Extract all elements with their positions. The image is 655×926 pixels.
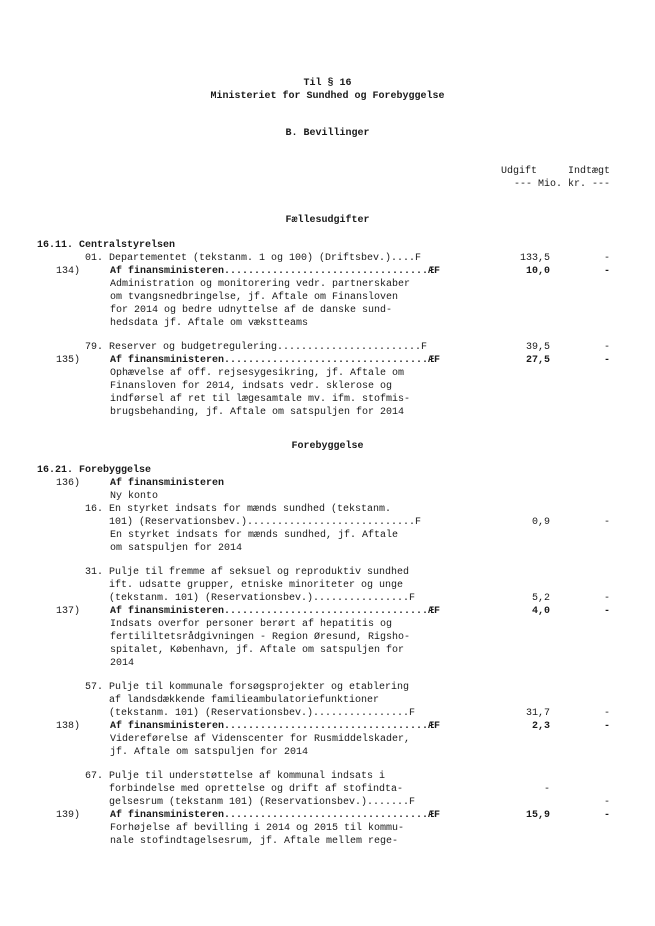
line-item-bold: Af finansministeren..................................ÆF bbox=[110, 606, 441, 617]
line-item: (tekstanm. 101) (Reservationsbev.)................F bbox=[85, 593, 416, 604]
amount-indtaegt: - bbox=[603, 266, 610, 277]
description-line: brugsbehanding, jf. Aftale om satspuljen for 2014 bbox=[110, 407, 405, 418]
section-heading: Forebyggelse bbox=[291, 441, 364, 452]
line-item: gelsesrum (tekstanm 101) (Reservationsbev.).......F bbox=[85, 797, 416, 808]
note-number: 137) bbox=[55, 606, 80, 617]
amount-udgift: 0,9 bbox=[531, 517, 550, 528]
amount-indtaegt: - bbox=[603, 797, 610, 808]
description-line: fertililtetsrådgivningen - Region Øresund, Rigsho- bbox=[110, 632, 411, 643]
description-line: Indsats overfor personer berørt af hepatitis og bbox=[110, 619, 393, 630]
line-item-bold: Af finansministeren..................................ÆF bbox=[110, 721, 441, 732]
line-item: (tekstanm. 101) (Reservationsbev.)................F bbox=[85, 708, 416, 719]
line-item: 57. Pulje til kommunale forsøgsprojekter og etablering bbox=[85, 682, 410, 693]
amount-udgift: 10,0 bbox=[525, 266, 550, 277]
note-number: 139) bbox=[55, 810, 80, 821]
line-item-bold: Af finansministeren..................................ÆF bbox=[110, 355, 441, 366]
line-item: 79. Reserver og budgetregulering........................F bbox=[85, 342, 428, 353]
account-heading: 16.11. Centralstyrelsen bbox=[37, 240, 176, 251]
note-number: 135) bbox=[55, 355, 80, 366]
amount-udgift: 15,9 bbox=[525, 810, 550, 821]
description-line: hedsdata jf. Aftale om vækstteams bbox=[110, 318, 309, 329]
note-number: 136) bbox=[55, 478, 80, 489]
description-line: om tvangsnedbringelse, jf. Aftale om Finansloven bbox=[110, 292, 399, 303]
amount-indtaegt: - bbox=[603, 810, 610, 821]
amount-udgift: 27,5 bbox=[525, 355, 550, 366]
amount-udgift: 39,5 bbox=[525, 342, 550, 353]
subtitle: B. Bevillinger bbox=[285, 128, 370, 139]
description-line: En styrket indsats for mænds sundhed, jf. Aftale bbox=[110, 530, 399, 541]
amount-udgift: 5,2 bbox=[531, 593, 550, 604]
amount-indtaegt: - bbox=[603, 355, 610, 366]
description-line: Forhøjelse af bevilling i 2014 og 2015 til kommu- bbox=[110, 823, 405, 834]
amount-indtaegt: - bbox=[603, 721, 610, 732]
description-line: indførsel af ret til lægesamtale mv. ifm. stofmis- bbox=[110, 394, 411, 405]
line-item: 01. Departementet (tekstanm. 1 og 100) (Driftsbev.)....F bbox=[85, 253, 422, 264]
amount-indtaegt: - bbox=[603, 517, 610, 528]
description-line: Ophævelse af off. rejsesygesikring, jf. Aftale om bbox=[110, 368, 405, 379]
page-title: Til § 16 bbox=[303, 78, 352, 89]
line-item: ift. udsatte grupper, etniske minoriteter og unge bbox=[85, 580, 404, 591]
amount-udgift: 31,7 bbox=[525, 708, 550, 719]
amount-udgift: 133,5 bbox=[519, 253, 550, 264]
ministry-title: Ministeriet for Sundhed og Forebyggelse bbox=[210, 91, 445, 102]
description-line: spitalet, København, jf. Aftale om satspuljen for bbox=[110, 645, 405, 656]
amount-indtaegt: - bbox=[603, 593, 610, 604]
line-item-bold: Af finansministeren..................................ÆF bbox=[110, 810, 441, 821]
line-item: forbindelse med oprettelse og drift af stofindta- bbox=[85, 784, 404, 795]
note-number: 134) bbox=[55, 266, 80, 277]
line-item: 67. Pulje til understøttelse af kommunal indsats i bbox=[85, 771, 386, 782]
section-heading: Fællesudgifter bbox=[285, 215, 370, 226]
description-line: nale stofindtagelsesrum, jf. Aftale mellem rege- bbox=[110, 836, 399, 847]
amount-indtaegt: - bbox=[603, 708, 610, 719]
line-item-bold: Af finansministeren..................................ÆF bbox=[110, 266, 441, 277]
amount-udgift: 4,0 bbox=[531, 606, 550, 617]
description-line: Videreførelse af Videnscenter for Rusmiddelskader, bbox=[110, 734, 411, 745]
line-item: af landsdækkende familieambulatoriefunktioner bbox=[85, 695, 380, 706]
col-header-unit: --- Mio. kr. --- bbox=[513, 179, 610, 190]
amount-udgift: 2,3 bbox=[531, 721, 550, 732]
new-account-label: Ny konto bbox=[110, 491, 159, 502]
col-header-indtaegt: Indtægt bbox=[567, 166, 610, 177]
line-item: 101) (Reservationsbev.)............................F bbox=[85, 517, 422, 528]
col-header-udgift: Udgift bbox=[500, 166, 537, 177]
description-line: Finansloven for 2014, indsats vedr. sklerose og bbox=[110, 381, 393, 392]
line-item-bold: Af finansministeren bbox=[110, 478, 225, 489]
amount-indtaegt: - bbox=[603, 342, 610, 353]
line-item: 16. En styrket indsats for mænds sundhed (tekstanm. bbox=[85, 504, 392, 515]
description-line: om satspuljen for 2014 bbox=[110, 543, 243, 554]
description-line: for 2014 og bedre udnyttelse af de danske sund- bbox=[110, 305, 393, 316]
description-line: 2014 bbox=[110, 658, 135, 669]
line-item: 31. Pulje til fremme af seksuel og reproduktiv sundhed bbox=[85, 567, 410, 578]
description-line: jf. Aftale om satspuljen for 2014 bbox=[110, 747, 309, 758]
account-heading: 16.21. Forebyggelse bbox=[37, 465, 152, 476]
amount-udgift: - bbox=[543, 784, 550, 795]
amount-indtaegt: - bbox=[603, 606, 610, 617]
description-line: Administration og monitorering vedr. partnerskaber bbox=[110, 279, 411, 290]
amount-indtaegt: - bbox=[603, 253, 610, 264]
note-number: 138) bbox=[55, 721, 80, 732]
